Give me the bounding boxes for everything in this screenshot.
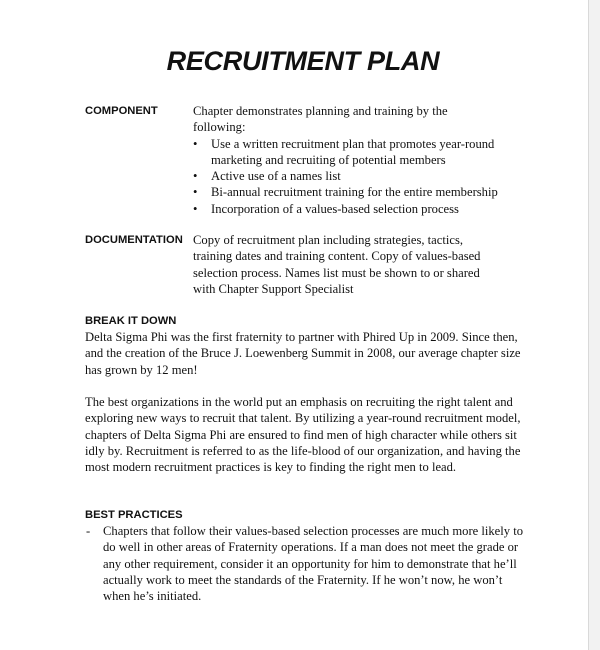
break-it-down-paragraph: The best organizations in the world put an emphasis on recruiting the right talent and exploring new ways to recruit that talent. By utilizing a year-round recruitment model, chapters of Delta Sigma Phi are ensured to find men of high character while others sit idly by. Recruitment is referred to as the life-blood of our organization, and having the most modern recruitment practices is key to finding the right men to lead. xyxy=(85,395,521,475)
component-content xyxy=(193,103,533,217)
component-bullet: • Active use of a names list xyxy=(193,168,533,184)
component-intro: Chapter demonstrates planning and training by the following: xyxy=(193,104,448,135)
component-bullet: • Use a written recruitment plan that promotes year-round marketing and recruiting of potential members xyxy=(193,136,541,169)
best-practice-item: - Chapters that follow their values-based selection processes are much more likely to do well in other areas of Fraternity operations. If a man does not meet the grade or any other requirement, consider it an opportunity for him to demonstrate that he’ll actually work to meet the standards of the Fraternity. If he won’t now, he won’t when he’s initiated. xyxy=(85,523,525,604)
documentation-text: Copy of recruitment plan including strategies, tactics, training dates and training content. Copy of values-based selection process. Names list must be shown to or shared with Chapter Support Specialist xyxy=(193,233,481,296)
component-bullet-list xyxy=(193,136,533,217)
component-bullet: • Bi-annual recruitment training for the entire membership xyxy=(193,184,551,200)
best-practices-list xyxy=(85,523,525,604)
component-label: COMPONENT xyxy=(85,105,158,117)
documentation-label: DOCUMENTATION xyxy=(85,234,183,246)
break-it-down-paragraph: Delta Sigma Phi was the first fraternity to partner with Phired Up in 2009. Since then, and the creation of the Bruce J. Loewenberg Summit in 2008, our average chapter size has grown by 12 men! xyxy=(85,330,521,377)
break-it-down-heading: BREAK IT DOWN xyxy=(85,315,177,327)
best-practices-heading: BEST PRACTICES xyxy=(85,509,183,521)
component-bullet: • Incorporation of a values-based selection process xyxy=(193,201,533,217)
page-title: RECRUITMENT PLAN xyxy=(166,46,440,76)
